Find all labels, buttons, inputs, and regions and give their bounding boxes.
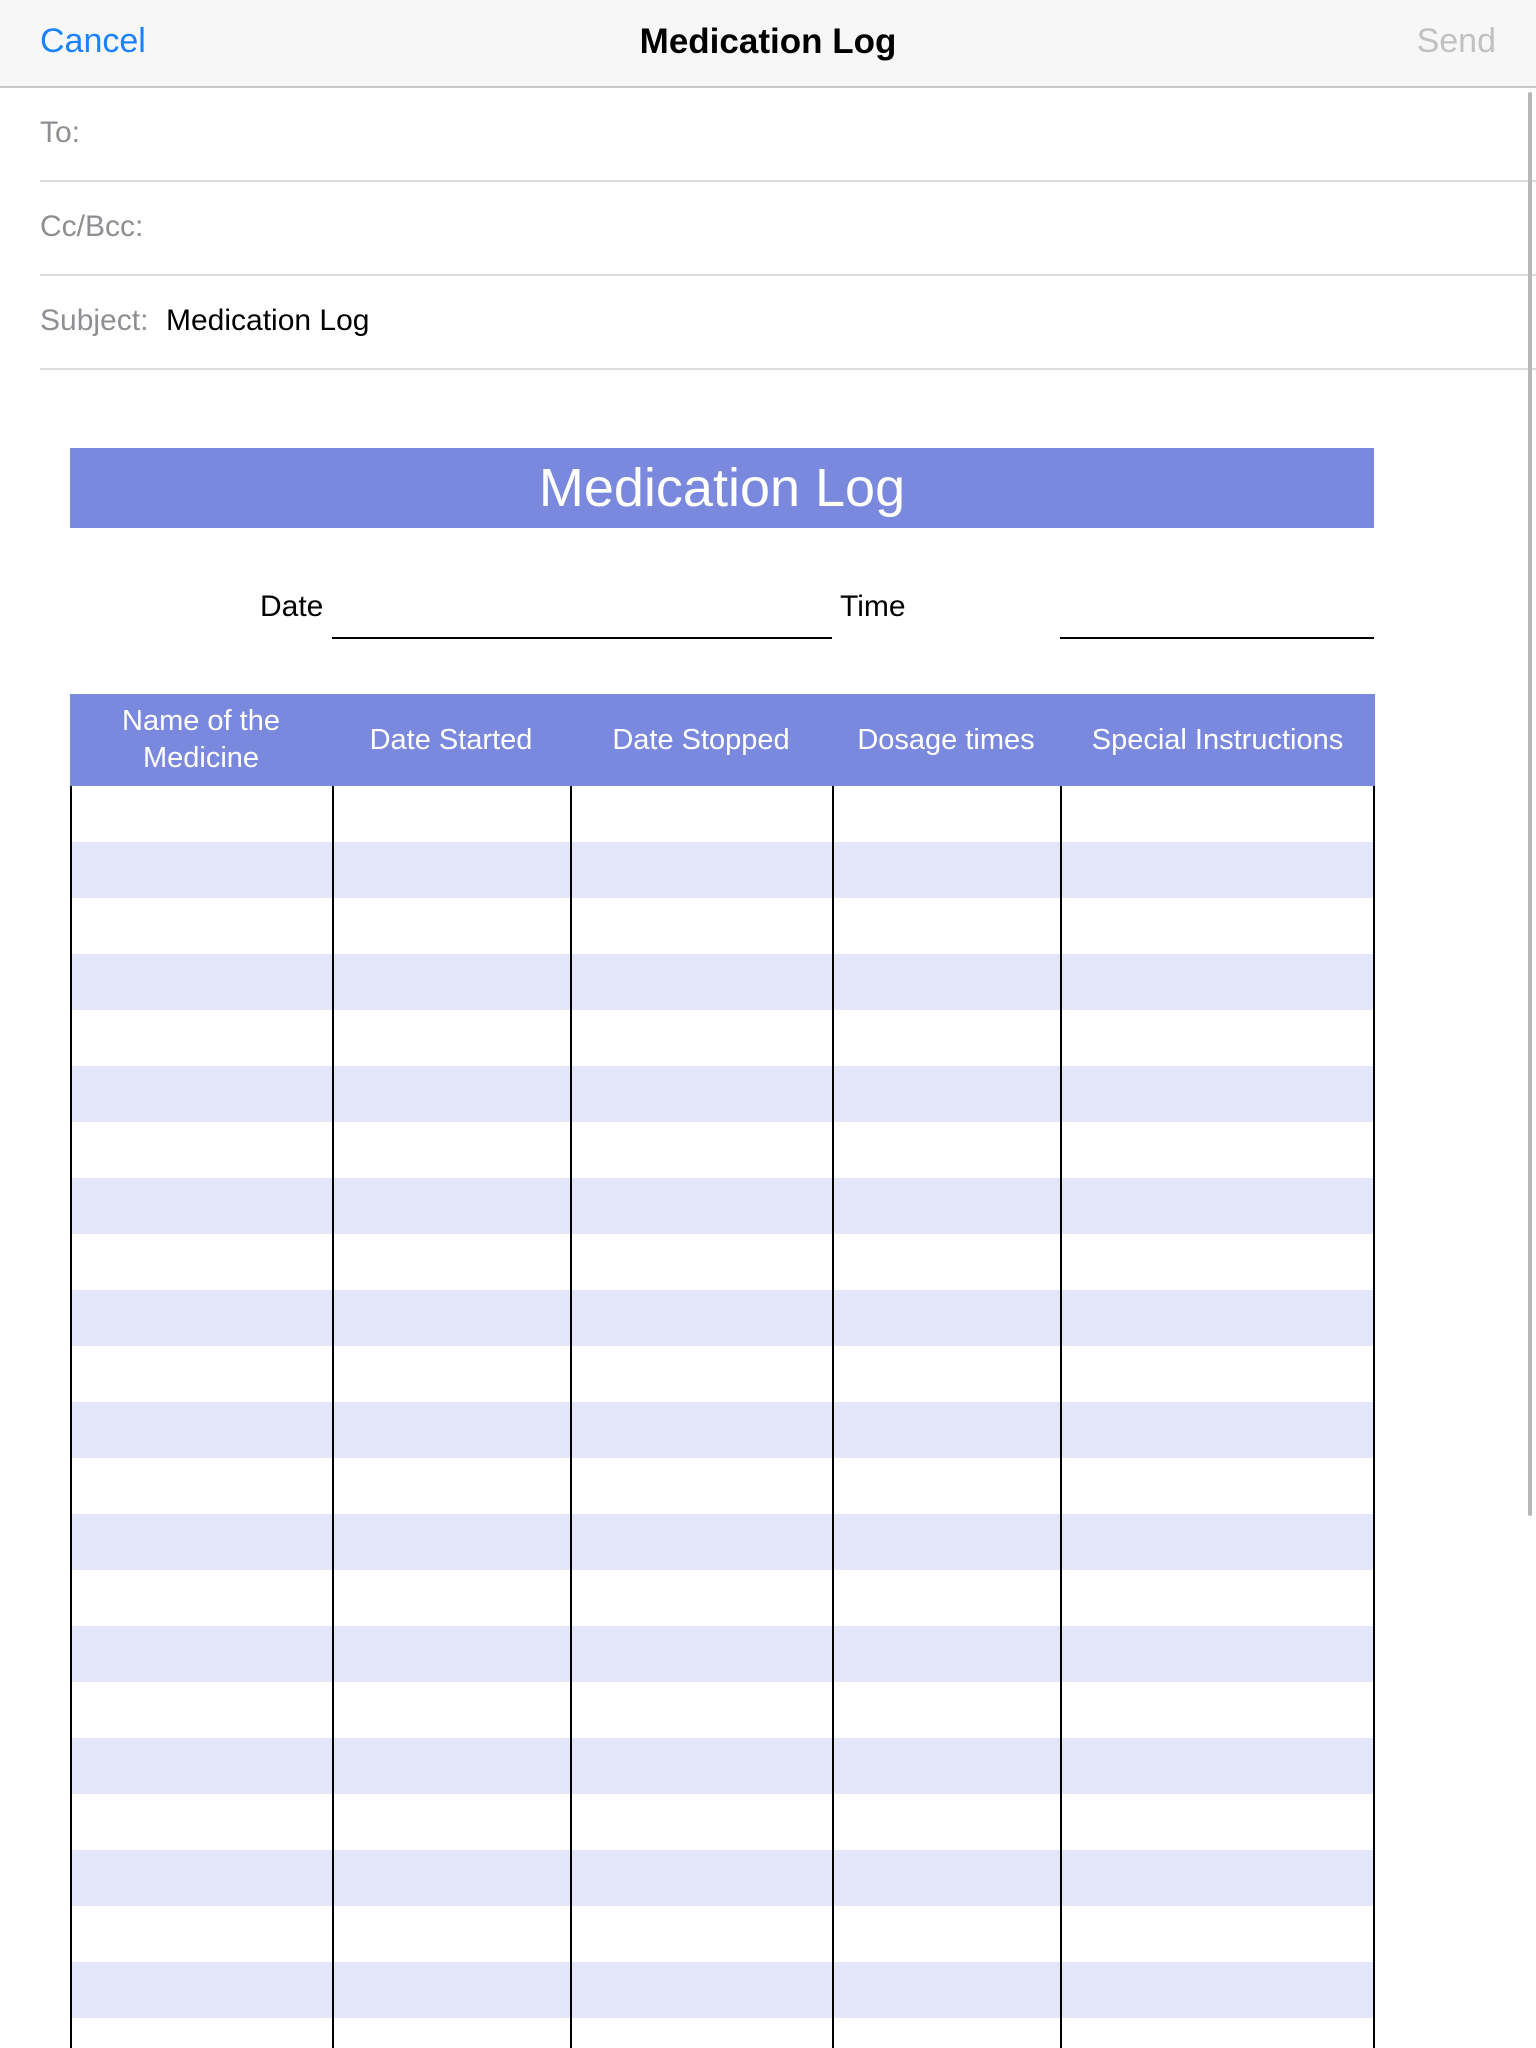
- scrollbar[interactable]: [1528, 92, 1532, 1516]
- table-row: [70, 1682, 1375, 1738]
- table-row: [70, 1458, 1375, 1514]
- table-row: [70, 1906, 1375, 1962]
- table-row: [70, 898, 1375, 954]
- table-row: [70, 1178, 1375, 1234]
- table-row: [70, 2018, 1375, 2048]
- column-divider: [70, 786, 72, 2048]
- table-row: [70, 1122, 1375, 1178]
- column-header-dosage-times: Dosage times: [857, 723, 1035, 756]
- subject-field[interactable]: [40, 276, 1536, 370]
- time-blank-line: [1060, 637, 1374, 639]
- table-row: [70, 1010, 1375, 1066]
- table-row: [70, 954, 1375, 1010]
- table-row: [70, 1850, 1375, 1906]
- table-row: [70, 1626, 1375, 1682]
- medication-table: [70, 694, 1375, 2048]
- column-divider: [1060, 786, 1062, 2048]
- document-title-banner: Medication Log: [70, 448, 1374, 528]
- table-header: [70, 694, 1375, 786]
- column-header-special-instructions: Special Instructions: [1091, 723, 1344, 756]
- table-row: [70, 1570, 1375, 1626]
- table-row: [70, 1066, 1375, 1122]
- send-button[interactable]: Send: [1416, 22, 1496, 60]
- table-row: [70, 786, 1375, 842]
- table-row: [70, 1738, 1375, 1794]
- cc-bcc-label: Cc/Bcc:: [40, 210, 144, 243]
- column-header-medicine-name: Name of the Medicine: [122, 705, 280, 774]
- cc-bcc-field[interactable]: [40, 182, 1536, 276]
- table-row: [70, 1234, 1375, 1290]
- table-row: [70, 1514, 1375, 1570]
- column-divider: [1373, 786, 1375, 2048]
- column-divider: [832, 786, 834, 2048]
- column-divider: [570, 786, 572, 2048]
- page-title: Medication Log: [639, 22, 897, 61]
- navigation-bar: [0, 0, 1536, 88]
- subject-value[interactable]: Medication Log: [166, 304, 370, 337]
- table-row: [70, 1794, 1375, 1850]
- table-row: [70, 1402, 1375, 1458]
- date-blank-line: [332, 637, 832, 639]
- column-divider: [332, 786, 334, 2048]
- table-row: [70, 1962, 1375, 2018]
- table-row: [70, 1290, 1375, 1346]
- column-header-date-stopped: Date Stopped: [612, 723, 790, 756]
- table-row: [70, 842, 1375, 898]
- table-body: [70, 786, 1375, 2048]
- subject-label: Subject:: [40, 304, 149, 337]
- to-field[interactable]: [40, 88, 1536, 182]
- column-header-date-started: Date Started: [369, 723, 533, 756]
- time-label: Time: [840, 590, 906, 623]
- to-label: To:: [40, 116, 81, 149]
- date-label: Date: [260, 590, 324, 623]
- cancel-button[interactable]: Cancel: [40, 22, 146, 60]
- table-row: [70, 1346, 1375, 1402]
